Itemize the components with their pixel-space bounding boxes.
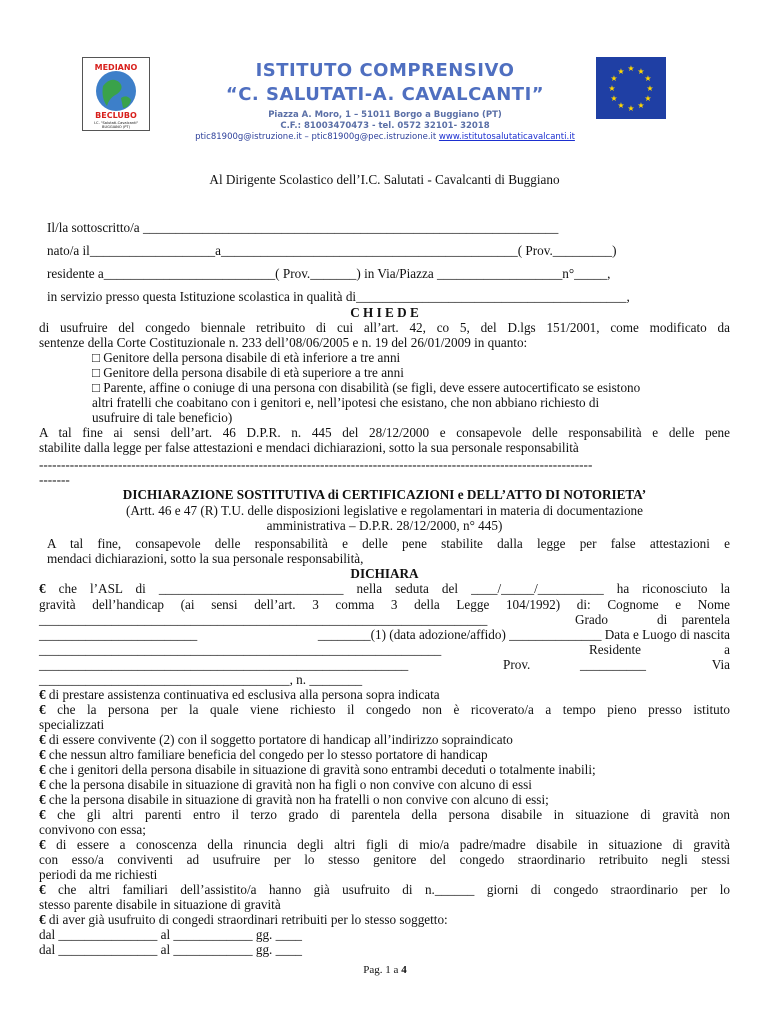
option-genitore-inferiore[interactable]: □ Genitore della persona disabile di età inferiore a tre anni (92, 350, 401, 365)
field-residente-handicap[interactable]: ________________________________________________________ Prov. __________ Via (39, 657, 730, 672)
field-parentela[interactable]: ________________________ ________(1) (data adozione/affido) ______________ Data e Luogo di nascita (39, 627, 730, 642)
euro-bullet-icon[interactable]: € (39, 747, 46, 762)
paragraph-line: sentenze della Corte Costituzionale n. 233 dell’08/06/2005 e n. 19 del 26/01/2009 in quanto: (39, 335, 528, 350)
dichiarazione-subtitle: (Artt. 46 e 47 (R) T.U. delle disposizioni legislative e regolamentari in materia di documentazione (126, 503, 643, 518)
field-servizio[interactable]: in servizio presso questa Istituzione scolastica in qualità di_________________________________________, (47, 289, 630, 304)
field-nascita[interactable]: _____________________________________________________________ Residente a (39, 642, 730, 657)
euro-bullet-icon[interactable]: € (39, 732, 46, 747)
separator-line: ------------------------------------------------------------------------------------------------------------------------------ (39, 457, 593, 472)
school-address: Piazza A. Moro, 1 – 51011 Borgo a Buggiano (PT) (268, 110, 502, 120)
svg-text:★: ★ (610, 94, 618, 103)
paragraph-line: specializzati (39, 717, 105, 732)
dichiara-heading: DICHIARA (350, 566, 419, 581)
svg-text:★: ★ (644, 94, 652, 103)
field-periodo-2[interactable]: dal _______________ al ____________ gg. ____ (39, 942, 303, 957)
page-number: Pag. 1 a 4 (363, 964, 407, 976)
option-genitore-superiore[interactable]: □ Genitore della persona disabile di età superiore a tre anni (92, 365, 404, 380)
paragraph-line: stesso parente disabile in situazione di gravità (39, 897, 281, 912)
svg-text:★: ★ (627, 104, 635, 113)
school-name: “C. SALUTATI-A. CAVALCANTI” (225, 84, 545, 105)
globe-logo-icon (83, 58, 149, 130)
item-no-fratelli[interactable]: € che la persona disabile in situazione di gravità non ha fratelli o non convive con alcuno di essi; (39, 792, 549, 807)
paragraph-line: A tal fine, consapevole delle responsabilità e delle pene stabilite dalla legge per false attestazioni e (47, 536, 730, 551)
item-rinuncia[interactable]: € di essere a conoscenza della rinuncia degli altri figli di mio/a padre/madre disabile in situazione di gravità (39, 837, 730, 852)
euro-bullet-icon[interactable]: € (39, 807, 46, 822)
item-ricovero[interactable]: € che la persona per la quale viene richiesto il congedo non è ricoverato/a a tempo pieno presso istituto (39, 702, 730, 717)
svg-text:★: ★ (637, 67, 645, 76)
paragraph-line: convivono con essa; (39, 822, 146, 837)
field-sottoscritto[interactable]: Il/la sottoscritto/a _______________________________________________________________ (47, 220, 559, 235)
field-cognome-nome[interactable]: ____________________________________________________________________ Grado di parentela (39, 612, 730, 627)
field-nato[interactable]: nato/a il___________________a_____________________________________________( Prov._________) (47, 243, 617, 258)
item-convivente[interactable]: € di essere convivente (2) con il soggetto portatore di handicap all’indirizzo sopraindicato (39, 732, 513, 747)
school-contacts (160, 132, 610, 142)
eu-flag (596, 57, 666, 119)
euro-bullet-icon[interactable]: € (39, 882, 46, 897)
email-links[interactable]: ptic81900g@istruzione.it – ptic81900g@pec.istruzione.it (195, 132, 437, 142)
chiede-heading: C H I E D E (350, 305, 419, 320)
svg-text:★: ★ (646, 84, 654, 93)
euro-bullet-icon[interactable]: € (39, 912, 46, 927)
school-fiscal-code: C.F.: 81003470473 - tel. 0572 32101- 32018 (280, 121, 490, 131)
paragraph-line: mendaci dichiarazioni, sotto la sua personale responsabilità, (47, 551, 364, 566)
paragraph-line: con esso/a conviventi ad usufruire per lo stesso genitore del congedo straordinario retribuito negli stessi (39, 852, 730, 867)
item-asl[interactable]: € che l’ASL di ____________________________ nella seduta del ____/_____/__________ ha riconosciuto la (39, 581, 730, 596)
dichiarazione-title: DICHIARAZIONE SOSTITUTIVA di CERTIFICAZIONI e DELL’ATTO DI NOTORIETA’ (122, 487, 647, 502)
paragraph-line: periodi da me richiesti (39, 867, 158, 882)
svg-text:BUGGIANO (PT): BUGGIANO (PT) (101, 125, 131, 129)
checkbox-icon[interactable]: □ (92, 350, 100, 365)
euro-bullet-icon[interactable]: € (39, 762, 46, 777)
option-parente[interactable]: □ Parente, affine o coniuge di una persona con disabilità (se figli, deve essere autocertificato se esistono (92, 380, 641, 395)
addressee: Al Dirigente Scolastico dell’I.C. Salutati - Cavalcanti di Buggiano (209, 172, 560, 187)
school-title: ISTITUTO COMPRENSIVO (255, 60, 515, 81)
euro-bullet-icon[interactable]: € (39, 581, 46, 596)
checkbox-icon[interactable]: □ (92, 380, 100, 395)
item-congedi-usufruiti[interactable]: € di aver già usufruito di congedi straordinari retribuiti per lo stesso soggetto: (39, 912, 448, 927)
item-altri-familiari[interactable]: € che altri familiari dell’assistito/a hanno già usufruito di n.______ giorni di congedo straordinario per lo (39, 882, 730, 897)
paragraph-line: A tal fine ai sensi dell’art. 46 D.P.R. n. 445 del 28/12/2000 e consapevole delle responsabilità e delle pene (39, 425, 730, 440)
field-via[interactable]: ______________________________________, n. ________ (39, 672, 363, 687)
paragraph-line: gravità dell’handicap (ai sensi dell’art. 3 comma 3 della Legge 104/1992) di: Cognome e Nome (39, 597, 730, 612)
item-no-figli[interactable]: € che la persona disabile in situazione di gravità non ha figli o non convive con alcuno di essi (39, 777, 532, 792)
paragraph-line: stabilite dalla legge per false attestazioni e mendaci dichiarazioni, sotto la sua personale responsabilità (39, 440, 579, 455)
website-link[interactable]: www.istitutosalutaticavalcanti.it (438, 132, 575, 142)
option-parente-cont: usufruire di tale beneficio) (92, 410, 233, 425)
svg-text:★: ★ (617, 67, 625, 76)
field-residente[interactable]: residente a__________________________( Prov._______) in Via/Piazza ___________________n°_____, (47, 266, 611, 281)
item-genitori-deceduti[interactable]: € che i genitori della persona disabile in situazione di gravità sono entrambi deceduti o totalmente inabili; (39, 762, 596, 777)
dichiarazione-subtitle: amministrativa – D.P.R. 28/12/2000, n° 445) (266, 518, 503, 533)
eu-stars-icon (596, 57, 666, 119)
euro-bullet-icon[interactable]: € (39, 777, 46, 792)
svg-text:BECLUBO: BECLUBO (95, 111, 137, 120)
item-parenti[interactable]: € che gli altri parenti entro il terzo grado di parentela della persona disabile in situazione di gravità non (39, 807, 730, 822)
euro-bullet-icon[interactable]: € (39, 837, 46, 852)
svg-text:★: ★ (608, 84, 616, 93)
svg-text:★: ★ (610, 74, 618, 83)
euro-bullet-icon[interactable]: € (39, 792, 46, 807)
separator-line: ------- (39, 472, 70, 487)
svg-text:★: ★ (637, 101, 645, 110)
euro-bullet-icon[interactable]: € (39, 687, 46, 702)
field-periodo-1[interactable]: dal _______________ al ____________ gg. ____ (39, 927, 303, 942)
item-assistenza[interactable]: € di prestare assistenza continuativa ed esclusiva alla persona sopra indicata (39, 687, 440, 702)
svg-text:★: ★ (617, 101, 625, 110)
school-logo (82, 57, 150, 131)
option-parente-cont: altri fratelli che coabitano con i genitori e, nell’ipotesi che esistano, che non abbiano richiesto di (92, 395, 600, 410)
item-nessun-familiare[interactable]: € che nessun altro familiare beneficia del congedo per lo stesso portatore di handicap (39, 747, 488, 762)
euro-bullet-icon[interactable]: € (39, 702, 46, 717)
svg-text:★: ★ (644, 74, 652, 83)
svg-text:MEDIANO: MEDIANO (94, 63, 138, 72)
svg-text:I.C. "Salutati-Cavalcanti": I.C. "Salutati-Cavalcanti" (93, 121, 139, 125)
paragraph-line: di usufruire del congedo biennale retribuito di cui all’art. 42, co 5, del D.lgs 151/2001, come modificato da (39, 320, 730, 335)
checkbox-icon[interactable]: □ (92, 365, 100, 380)
svg-text:★: ★ (627, 64, 635, 73)
